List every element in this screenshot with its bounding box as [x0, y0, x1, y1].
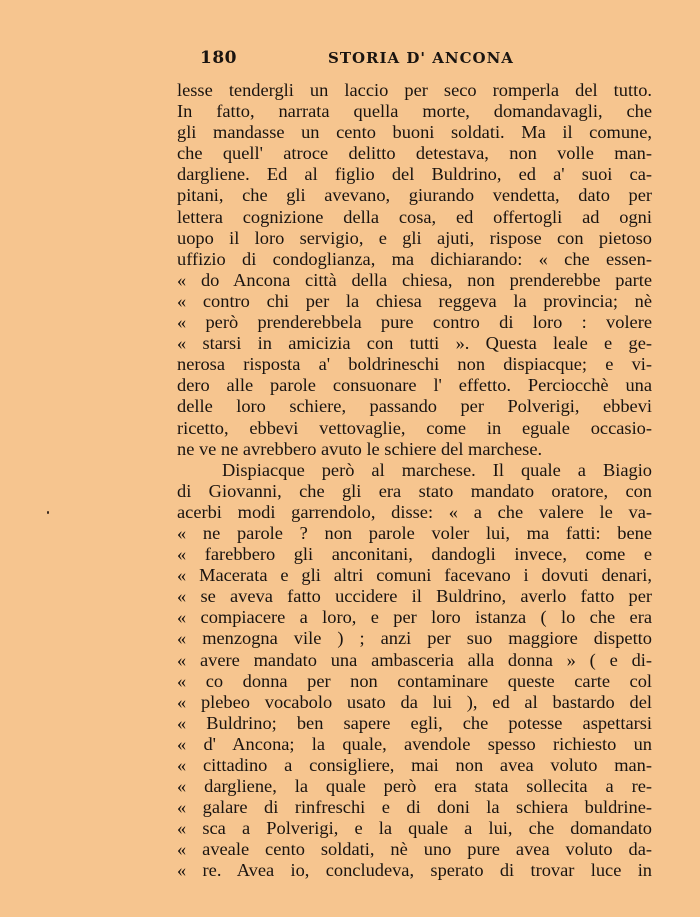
text-line: pitani, che gli avevano, giurando vendetta, dato per — [177, 185, 652, 206]
text-line: « cittadino a consigliere, mai non avea voluto man- — [177, 755, 652, 775]
text-line: « dargliene, la quale però era stata sollecita a re- — [177, 776, 652, 797]
ink-speck — [47, 511, 49, 514]
text-line: « d' Ancona; la quale, avendole spesso richiesto un — [177, 733, 652, 754]
text-line: In fatto, narrata quella morte, domandavagli, che — [177, 101, 652, 122]
text-line: « starsi in amicizia con tutti ». Questa leale e ge- — [177, 333, 652, 354]
text-line: acerbi modi garrendolo, disse: « a che valere le va- — [177, 501, 652, 522]
text-line: « ne parole ? non parole voler lui, ma fatti: bene — [177, 522, 652, 543]
text-line: « galare di rinfreschi e di doni la schiera buldrine- — [177, 797, 652, 818]
text-line: « farebbero gli anconitani, dandogli invece, come e — [177, 544, 652, 565]
running-head: STORIA D' ANCONA — [328, 49, 514, 67]
text-line: « menzogna vile ) ; anzi per suo maggiore dispetto — [177, 628, 652, 649]
text-line: gli mandasse un cento buoni soldati. Ma il comune, — [177, 122, 652, 143]
text-line: lesse tendergli un laccio per seco romperla del tutto. — [177, 80, 652, 100]
text-line: Dispiacque però al marchese. Il quale a Biagio — [222, 459, 652, 480]
text-line: uopo il loro servigio, e gli ajuti, rispose con pietoso — [177, 227, 652, 248]
text-line: uffizio di condoglianza, ma dichiarando: « che essen- — [177, 248, 652, 269]
text-line: « compiacere a loro, e per loro istanza ( lo che era — [177, 607, 652, 628]
text-line: di Giovanni, che gli era stato mandato oratore, con — [177, 480, 652, 501]
text-line: lettera cognizione della cosa, ed offertogli ad ogni — [177, 206, 652, 227]
text-line: « Macerata e gli altri comuni facevano i dovuti denari, — [177, 565, 652, 586]
text-line: « contro chi per la chiesa reggeva la provincia; nè — [177, 290, 652, 311]
text-line: nerosa risposta a' boldrineschi non dispiacque; e vi- — [177, 354, 652, 375]
page-number: 180 — [200, 48, 237, 68]
page-header — [200, 48, 655, 70]
text-line: « co donna per non contaminare queste carte col — [177, 670, 652, 691]
text-line: « però prenderebbela pure contro di loro : volere — [177, 312, 652, 333]
text-line: ricetto, ebbevi vettovaglie, come in eguale occasio- — [177, 417, 652, 438]
text-line: che quell' atroce delitto detestava, non volle man- — [177, 143, 652, 164]
text-line: « se aveva fatto uccidere il Buldrino, averlo fatto per — [177, 586, 652, 607]
text-line: « do Ancona città della chiesa, non prenderebbe parte — [177, 269, 652, 290]
text-line: delle loro schiere, passando per Polverigi, ebbevi — [177, 396, 652, 417]
body-text — [177, 80, 652, 882]
text-line: ne ve ne avrebbero avuto le schiere del marchese. — [177, 438, 543, 459]
text-line: « Buldrino; ben sapere egli, che potesse aspettarsi — [177, 712, 652, 733]
text-line: dargliene. Ed al figlio del Buldrino, ed a' suoi ca- — [177, 164, 652, 185]
text-line: « plebeo vocabolo usato da lui ), ed al bastardo del — [177, 691, 652, 712]
text-line: « re. Avea io, concludeva, sperato di trovar luce in — [177, 860, 652, 881]
text-line: « sca a Polverigi, e la quale a lui, che domandato — [177, 818, 652, 839]
text-line: « avere mandato una ambasceria alla donna » ( e di- — [177, 649, 652, 670]
text-line: dero alle parole consuonare l' effetto. Perciocchè una — [177, 375, 652, 396]
text-line: « avealе cento soldati, nè uno pure avea voluto da- — [177, 839, 652, 860]
